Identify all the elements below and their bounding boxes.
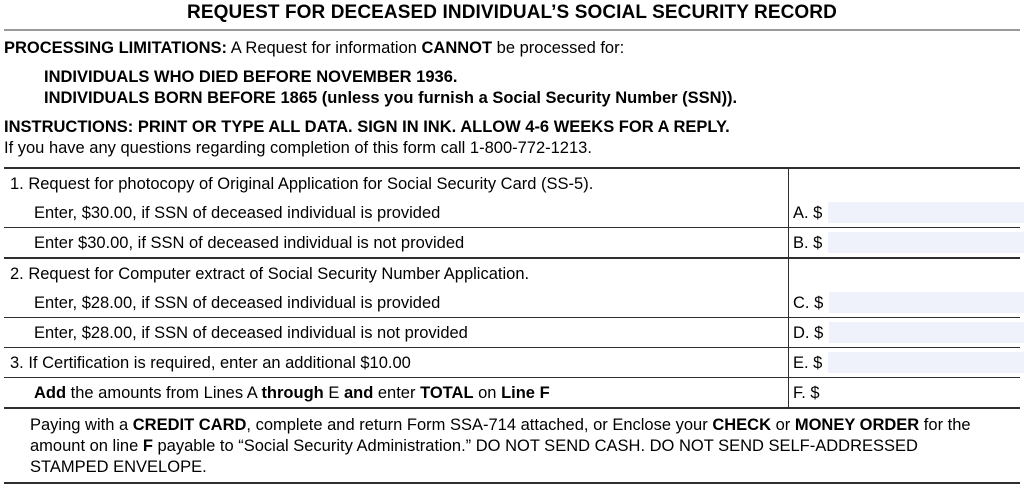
fee-amount-cell-total — [788, 378, 1020, 407]
fee-description: Enter, $28.00, if SSN of deceased individual is provided — [34, 293, 441, 312]
fee-letter: E. $ — [793, 353, 823, 372]
table-row — [4, 347, 1020, 377]
amount-input-b[interactable] — [828, 232, 1024, 253]
fee-description: 1. Request for photocopy of Original Application for Social Security Card (SS-5). — [10, 174, 594, 193]
fee-amount-cell — [788, 348, 1024, 377]
amount-input-a[interactable] — [828, 202, 1024, 223]
total-bold-3: and — [343, 383, 374, 402]
fee-letter: F. $ — [793, 383, 820, 402]
processing-limitations-label: PROCESSING LIMITATIONS: — [4, 39, 228, 57]
payment-note-p2: , complete and return Form SSA-714 attached, or Enclose your — [246, 416, 713, 434]
fee-description-total — [4, 378, 788, 407]
intro-section — [4, 31, 1020, 159]
processing-limitations-text: A Request for information — [227, 39, 422, 57]
total-plain-3: enter — [373, 383, 421, 402]
processing-limitations-line — [4, 38, 1020, 59]
instructions-heading — [4, 117, 1020, 138]
fee-amount-cell — [788, 198, 1024, 227]
processing-limitations-text-end: be processed for: — [492, 39, 625, 57]
payment-note-p1: Paying with a — [30, 416, 133, 434]
fee-letter: C. $ — [793, 293, 824, 312]
fee-description: 2. Request for Computer extract of Social Security Number Application. — [10, 264, 530, 283]
payment-note-p3: or — [770, 416, 795, 434]
limitation-item-1: INDIVIDUALS WHO DIED BEFORE NOVEMBER 1936. — [44, 68, 458, 86]
amount-input-d[interactable] — [829, 322, 1024, 343]
spacer — [4, 109, 1020, 117]
total-bold-5: Line F — [501, 383, 550, 402]
total-plain-2: E — [323, 383, 344, 402]
fee-table — [4, 167, 1020, 407]
instructions-subtext: If you have any questions regarding completion of this form call 1-800-772-1213. — [4, 139, 592, 157]
fee-letter: B. $ — [793, 233, 823, 252]
fee-amount-cell — [788, 169, 1020, 198]
fee-letter: A. $ — [793, 203, 823, 222]
table-row — [4, 257, 1020, 288]
table-row — [4, 227, 1020, 257]
fee-description: Enter $30.00, if SSN of deceased individual is not provided — [34, 233, 465, 252]
payment-note-p5: payable to “Social Security Administration.” DO NOT SEND CASH. DO NOT SEND SELF-ADDRESSED STAMPED ENVELOPE. — [30, 437, 918, 476]
table-row — [4, 167, 1020, 198]
payment-note-b1: CREDIT CARD — [132, 416, 247, 434]
payment-note-b4: F — [142, 437, 153, 455]
fee-amount-cell — [788, 228, 1024, 257]
total-bold-4: TOTAL — [420, 383, 474, 402]
page-title: REQUEST FOR DECEASED INDIVIDUAL’S SOCIAL SECURITY RECORD — [187, 2, 837, 23]
payment-note-b3: MONEY ORDER — [794, 416, 920, 434]
amount-field-f-placeholder — [826, 382, 993, 403]
payment-note-b2: CHECK — [712, 416, 771, 434]
fee-letter: D. $ — [793, 323, 824, 342]
payment-note-section — [4, 407, 1020, 484]
total-bold-2: through — [261, 383, 324, 402]
fee-description: 3. If Certification is required, enter an additional $10.00 — [10, 353, 411, 372]
table-row — [4, 198, 1020, 227]
instructions-heading-text: INSTRUCTIONS: PRINT OR TYPE ALL DATA. SIGN IN INK. ALLOW 4-6 WEEKS FOR A REPLY. — [4, 118, 730, 136]
table-row — [4, 317, 1020, 347]
processing-limitations-emphasis: CANNOT — [421, 39, 493, 57]
total-plain-1: the amounts from Lines A — [66, 383, 262, 402]
total-bold-1: Add — [34, 383, 67, 402]
amount-input-c[interactable] — [829, 292, 1024, 313]
fee-description: Enter, $28.00, if SSN of deceased individual is not provided — [34, 323, 468, 342]
limitation-item-2: INDIVIDUALS BORN BEFORE 1865 (unless you furnish a Social Security Number (SSN)). — [44, 89, 738, 107]
amount-input-e[interactable] — [828, 352, 1024, 373]
table-row — [4, 288, 1020, 317]
payment-note — [4, 409, 1020, 482]
fee-amount-cell — [788, 318, 1024, 347]
fee-amount-cell — [788, 259, 1020, 288]
table-row-total — [4, 377, 1020, 407]
payment-note-p4: for the amount on line — [30, 416, 971, 455]
spacer — [4, 59, 1020, 67]
fee-amount-cell — [788, 288, 1024, 317]
total-plain-4: on — [473, 383, 502, 402]
fee-description: Enter, $30.00, if SSN of deceased individual is provided — [34, 203, 441, 222]
